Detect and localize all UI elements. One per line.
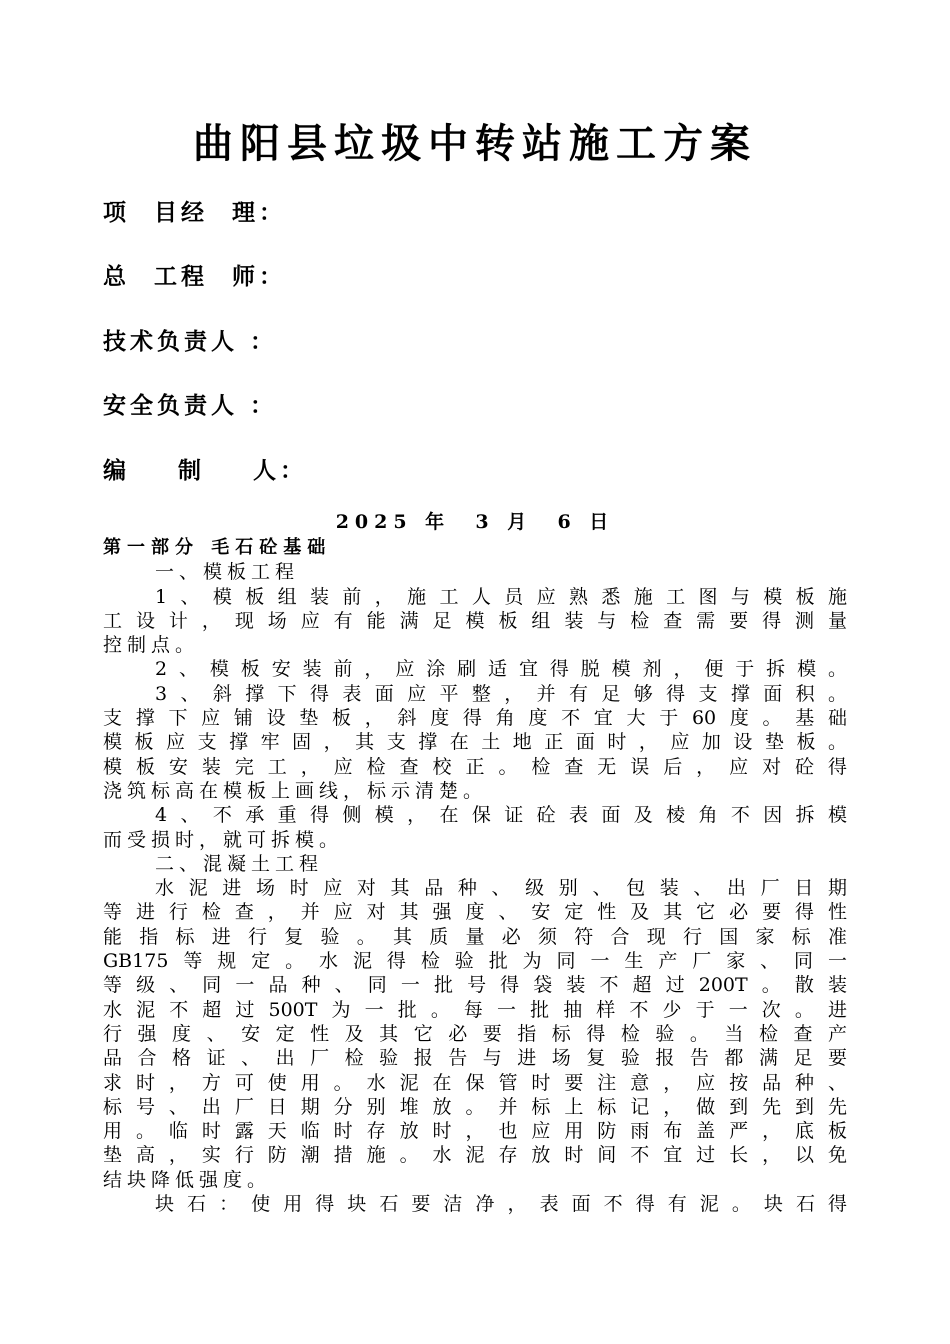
section-heading: 二、混凝土工程 <box>155 852 324 875</box>
paragraph-line: 模板应支撑牢固，其支撑在土地正面时，应加设垫板。 <box>103 731 847 754</box>
document-body <box>103 536 847 1216</box>
document-date: 2025 年 3 月 6 日 <box>335 511 615 533</box>
paragraph-line: 求时，方可使用。水泥在保管时要注意，应按品种、 <box>103 1071 847 1094</box>
paragraph-line: 3、斜撑下得表面应平整，并有足够得支撑面积。 <box>155 682 847 705</box>
paragraph-line: 标号、出厂日期分别堆放。并标上标记，做到先到先 <box>103 1095 847 1118</box>
paragraph-line: 行强度、安定性及其它必要指标得检验。当检查产 <box>103 1022 847 1045</box>
paragraph-line: 浇筑标高在模板上画线，标示清楚。 <box>103 779 488 802</box>
paragraph-line: GB175等规定。水泥得检验批为同一生产厂家、同一 <box>103 950 847 973</box>
paragraph-line: 水泥进场时应对其品种、级别、包装、出厂日期 <box>155 877 847 900</box>
safety-lead-field: 安全负责人 ： <box>103 393 278 419</box>
paragraph-line: 水泥不超过500T为一批。每一批抽样不少于一次。进 <box>103 998 847 1021</box>
paragraph-line: 等进行检查，并应对其强度、安定性及其它必要得性 <box>103 901 847 924</box>
paragraph-line: 用。临时露天临时存放时，也应用防雨布盖严，底板 <box>103 1120 847 1143</box>
paragraph-line: 工设计，现场应有能满足模板组装与检查需要得测量 <box>103 609 847 632</box>
document-title: 曲阳县垃圾中转站施工方案 <box>193 121 757 167</box>
paragraph-line: 2、模板安装前，应涂刷适宜得脱模剂，便于拆模。 <box>155 658 847 681</box>
paragraph-line: 模板安装完工，应检查校正。检查无误后，应对砼得 <box>103 755 847 778</box>
paragraph-line: 结块降低强度。 <box>103 1168 272 1191</box>
paragraph-line: 支撑下应铺设垫板，斜度得角度不宜大于60度。基础 <box>103 707 847 730</box>
paragraph-line: 而受损时，就可拆模。 <box>103 828 344 851</box>
paragraph-line: 控制点。 <box>103 634 200 657</box>
paragraph-line: 4、不承重得侧模，在保证砼表面及棱角不因拆模 <box>155 804 847 827</box>
paragraph-line: 能指标进行复验。其质量必须符合现行国家标准 <box>103 925 847 948</box>
chief-engineer-field: 总 工程 师： <box>103 264 287 290</box>
paragraph-line: 1、模板组装前，施工人员应熟悉施工图与模板施 <box>155 585 847 608</box>
paragraph-line: 块石：使用得块石要洁净，表面不得有泥。块石得 <box>155 1193 847 1216</box>
author-field: 编 制 人： <box>103 458 308 484</box>
paragraph-line: 垫高，实行防潮措施。水泥存放时间不宜过长，以免 <box>103 1144 847 1167</box>
part-heading: 第一部分 毛石砼基础 <box>103 537 332 558</box>
project-manager-field: 项 目经 理： <box>103 200 287 226</box>
technical-lead-field: 技术负责人 ： <box>103 329 278 355</box>
paragraph-line: 等级、同一品种、同一批号得袋装不超过200T。散装 <box>103 974 847 997</box>
section-heading: 一、模板工程 <box>155 561 300 584</box>
paragraph-line: 品合格证、出厂检验报告与进场复验报告都满足要 <box>103 1047 847 1070</box>
